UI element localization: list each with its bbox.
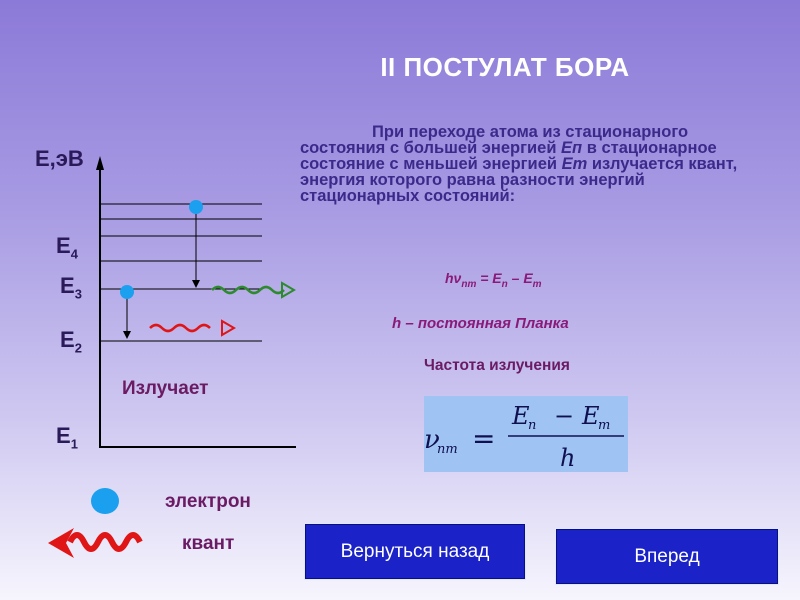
level-e3-sub: 3 — [74, 286, 82, 302]
frequency-label: Частота излучения — [424, 357, 570, 374]
legend-electron-icon — [91, 488, 119, 514]
level-e2-sub: 2 — [74, 340, 82, 356]
formula-e1-sub: n — [501, 278, 508, 290]
formula-eq: = E — [476, 270, 502, 286]
page-title: II ПОСТУЛАТ БОРА — [380, 52, 630, 82]
formula-lhs-sub: nm — [461, 278, 477, 290]
level-e4-name: Е — [56, 233, 71, 258]
electron-lower — [120, 285, 134, 299]
formula-num-en-sub: n — [528, 418, 537, 433]
level-label-e1 — [56, 423, 78, 451]
y-axis-arrowhead — [96, 156, 104, 170]
description-part3: излучается квант, энергия которого равна разности энергий стационарных состояний: — [300, 155, 738, 205]
formula-lhs: hν — [445, 270, 462, 286]
level-e1-sub: 1 — [70, 436, 78, 452]
legend-quantum-label: квант — [182, 533, 235, 554]
level-e2-name: Е — [60, 327, 75, 352]
forward-button[interactable]: Вперед — [555, 528, 779, 585]
formula-nu: ν — [424, 425, 440, 455]
description-part1: При переходе атома из стационарного состояния с большей энергией — [300, 123, 689, 157]
level-label-e2 — [60, 327, 82, 355]
formula-num-em-sub: m — [598, 418, 611, 433]
formula-nu-sub: nm — [437, 442, 458, 457]
emits-label: Излучает — [122, 378, 209, 399]
formula-e2-sub: m — [532, 278, 542, 290]
formula-equals: = — [472, 422, 496, 455]
back-button[interactable]: Вернуться назад — [304, 523, 526, 580]
legend-electron-label: электрон — [165, 491, 251, 512]
quantum-red-wave — [150, 321, 234, 335]
formula-num-em: E — [582, 402, 600, 430]
level-label-e4 — [56, 233, 78, 261]
description-em: Ет — [561, 155, 588, 173]
quantum-green-wave — [212, 283, 294, 297]
level-label-e3 — [60, 273, 82, 301]
planck-note: h – постоянная Планка — [392, 315, 569, 332]
formula-denominator: h — [560, 444, 576, 472]
description-en: Еп — [561, 139, 583, 157]
description-part2: в стационарное состояние с меньшей энергией — [300, 139, 717, 173]
axis-label: Е,эВ — [35, 146, 84, 171]
level-e3-name: Е — [60, 273, 75, 298]
level-e1-name: Е — [56, 423, 71, 448]
formula-minus: – E — [507, 270, 533, 286]
electron-upper — [189, 200, 203, 214]
formula-num-minus: − — [554, 402, 575, 430]
formula-num-en: E — [512, 402, 530, 430]
level-e4-sub: 4 — [70, 246, 78, 262]
legend-quantum-icon — [48, 528, 140, 558]
